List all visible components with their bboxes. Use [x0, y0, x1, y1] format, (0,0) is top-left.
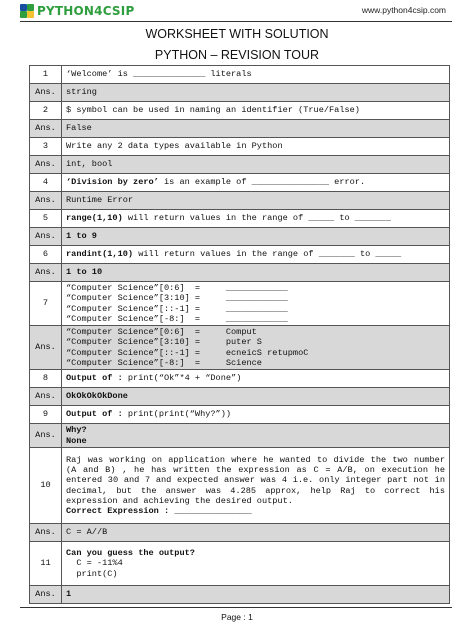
question-number: 8 — [30, 370, 62, 388]
header-divider — [20, 21, 452, 22]
question-row — [30, 542, 450, 586]
code-line: “Computer Science”[-8:] = Science — [66, 357, 262, 368]
answer-row — [30, 424, 450, 448]
question-number: 11 — [30, 542, 62, 586]
question-text — [62, 406, 450, 424]
answer-text: string — [62, 84, 450, 102]
answer-label: Ans. — [30, 192, 62, 210]
question-number: 9 — [30, 406, 62, 424]
code-line: print(C) — [66, 568, 118, 579]
site-url[interactable]: www.python4csip.com — [361, 5, 446, 15]
python-logo-icon — [20, 4, 34, 18]
question-bold-text: Output of : — [66, 373, 123, 384]
answer-row — [30, 524, 450, 542]
question-number: 7 — [30, 282, 62, 326]
answer-row — [30, 120, 450, 138]
question-number: 2 — [30, 102, 62, 120]
worksheet-title: WORKSHEET WITH SOLUTION — [145, 27, 329, 41]
answer-text: int, bool — [62, 156, 450, 174]
question-number: 5 — [30, 210, 62, 228]
question-text — [62, 210, 450, 228]
question-bold-text: Can you guess the output? — [66, 548, 195, 559]
question-bold-text: range(1,10) — [66, 213, 123, 224]
code-line: “Computer Science”[::-1] = ____________ — [66, 303, 288, 314]
answer-row — [30, 228, 450, 246]
answer-line: Why? — [66, 425, 87, 436]
code-line: “Computer Science”[::-1] = ecneicS retupmoC — [66, 347, 309, 358]
worksheet-subtitle: PYTHON – REVISION TOUR — [154, 48, 320, 62]
answer-label: Ans. — [30, 264, 62, 282]
answer-label: Ans. — [30, 228, 62, 246]
answer-text: False — [62, 120, 450, 138]
question-row — [30, 66, 450, 84]
answer-text: 1 to 9 — [62, 228, 450, 246]
question-text — [62, 174, 450, 192]
site-logo[interactable] — [20, 3, 134, 19]
answer-label: Ans. — [30, 388, 62, 406]
answer-text: OkOkOkOkDone — [62, 388, 450, 406]
question-bold-text: randint(1,10) — [66, 249, 134, 260]
worksheet-table — [29, 65, 450, 604]
question-bold-text: Correct Expression : — [66, 505, 170, 516]
question-text: Write any 2 data types available in Python — [62, 138, 450, 156]
answer-row — [30, 326, 450, 370]
answer-row — [30, 192, 450, 210]
answer-text: Runtime Error — [62, 192, 450, 210]
question-text: ‘Welcome’ is ______________ literals — [62, 66, 450, 84]
code-line: C = -11%4 — [66, 558, 123, 569]
answer-text: 1 to 10 — [62, 264, 450, 282]
question-bold-text: ‘Division by zero’ — [66, 177, 159, 188]
code-line: “Computer Science”[3:10] = puter S — [66, 337, 262, 348]
question-text: $ symbol can be used in naming an identifier (True/False) — [62, 102, 450, 120]
question-row — [30, 102, 450, 120]
answer-text: 1 — [62, 586, 450, 604]
question-number: 3 — [30, 138, 62, 156]
question-rest-text: will return values in the range of _______ to _____ — [133, 249, 402, 260]
question-text — [62, 282, 450, 326]
answer-label: Ans. — [30, 586, 62, 604]
answer-text — [62, 424, 450, 448]
question-row — [30, 210, 450, 228]
question-row — [30, 406, 450, 424]
question-text — [62, 370, 450, 388]
worksheet-titles — [0, 26, 474, 64]
answer-text: C = A//B — [62, 524, 450, 542]
answer-label: Ans. — [30, 326, 62, 370]
answer-row — [30, 388, 450, 406]
page-header — [0, 0, 474, 22]
question-row — [30, 448, 450, 524]
answer-label: Ans. — [30, 120, 62, 138]
code-line: “Computer Science”[3:10] = ____________ — [66, 293, 288, 304]
code-line: “Computer Science”[-8:] = ____________ — [66, 313, 288, 324]
question-rest-text: is an example of _______________ error. — [158, 177, 366, 188]
answer-text — [62, 326, 450, 370]
answer-blank: _______________ — [169, 505, 252, 516]
question-text — [62, 542, 450, 586]
code-line: “Computer Science”[0:6] = ____________ — [66, 283, 288, 294]
answer-label: Ans. — [30, 156, 62, 174]
answer-row — [30, 264, 450, 282]
answer-label: Ans. — [30, 524, 62, 542]
question-number: 1 — [30, 66, 62, 84]
logo-text: PYTHON4CSIP — [37, 4, 135, 18]
answer-row — [30, 84, 450, 102]
question-rest-text: print(“Ok”*4 + “Done”) — [122, 373, 242, 384]
question-row — [30, 246, 450, 264]
page-number: Page : 1 — [221, 612, 253, 622]
answer-row — [30, 156, 450, 174]
question-row — [30, 282, 450, 326]
answer-row — [30, 586, 450, 604]
answer-line: None — [66, 435, 87, 446]
answer-label: Ans. — [30, 424, 62, 448]
question-row — [30, 138, 450, 156]
question-text — [62, 246, 450, 264]
question-number: 6 — [30, 246, 62, 264]
question-rest-text: print(print(“Why?”)) — [122, 409, 232, 420]
code-line: “Computer Science”[0:6] = Comput — [66, 327, 257, 338]
question-rest-text: will return values in the range of _____ to _______ — [122, 213, 391, 224]
answer-label: Ans. — [30, 84, 62, 102]
question-row — [30, 370, 450, 388]
question-number: 4 — [30, 174, 62, 192]
footer-divider — [20, 607, 452, 608]
question-bold-text: Output of : — [66, 409, 123, 420]
question-row — [30, 174, 450, 192]
question-text — [62, 448, 450, 524]
question-paragraph: Raj was working on application where he wanted to divide the two number (A and B) , he has written the expression as C = A/B, on execution he entered 30 and 7 and expected answer was 4 i.e. only integer part not in decimal, but the answer was 4.285 approx, help Raj to correct his expression and achieving the desired output. — [66, 454, 445, 506]
question-number: 10 — [30, 448, 62, 524]
